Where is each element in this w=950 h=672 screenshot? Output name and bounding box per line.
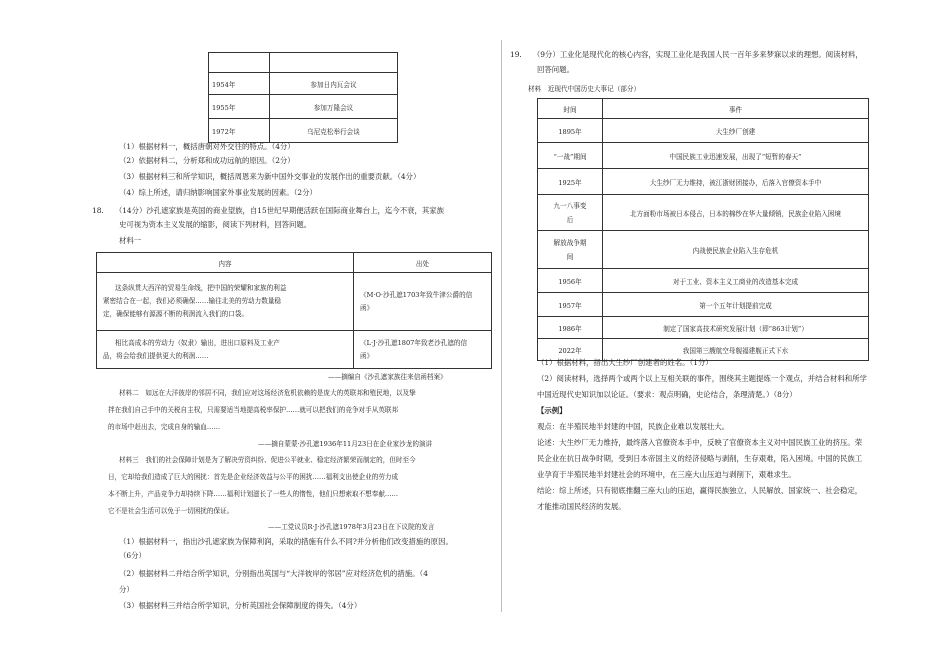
- header-source: 出处: [354, 253, 492, 273]
- event-cell: 参加万隆会议: [270, 95, 398, 119]
- time-cell: [538, 231, 603, 269]
- example-line: 业孕育于半殖民地半封建社会的环境中，在三座大山压迫与剥削下，艰难求生。: [537, 470, 796, 479]
- content-line: 这条纵贯大西洋的贸易生命线，把中国的荣耀和家族的利益: [115, 284, 287, 292]
- q18-question: 分）: [119, 585, 134, 594]
- content-line: 相比高成本的劳动力（奴隶）输出，进出口原料及工业产: [115, 338, 280, 347]
- table-row: [538, 293, 869, 317]
- table-row: [538, 231, 869, 269]
- event-cell: 我国第三艘航空母舰福建舰正式下水: [603, 339, 869, 361]
- citation: ——摘编自《沙孔遮家族往来信函档案》: [328, 373, 447, 381]
- time-cell: [538, 143, 603, 169]
- time-cell: [538, 269, 603, 293]
- material-2-line: 材料二 如远在大洋彼岸的邻居不同，我们应对这场经济危机依赖的是庞大的英联邦和殖民地，以及挚: [119, 389, 416, 397]
- q18-question: （2）根据材料二并结合所学知识，分别指出英国与“大洋彼岸的邻居”应对经济危机的措施。（4: [119, 569, 428, 578]
- q19-stem: 回答问题。: [537, 65, 574, 74]
- table-header-row: [97, 253, 492, 273]
- column-divider: [501, 40, 502, 612]
- time-text: 解放战争期: [553, 238, 587, 247]
- year-cell: 1954年: [209, 73, 270, 95]
- source-cell: [354, 273, 492, 331]
- example-line: 观点：在半殖民地半封建的中国，民族企业难以发展壮大。: [537, 422, 730, 431]
- event-cell: 第一个五年计划提前完成: [603, 293, 869, 317]
- material-label: 材料一: [119, 236, 142, 245]
- time-text: 2022年: [558, 346, 582, 355]
- time-text: 间: [566, 252, 574, 261]
- example-line: 结论：综上所述，只有彻底推翻三座大山的压迫，赢得民族独立、人民解放、国家统一、社会稳定，: [537, 486, 863, 495]
- event-cell: [270, 53, 398, 73]
- table-row: [538, 317, 869, 339]
- year-cell: [209, 53, 270, 73]
- table-row: [97, 273, 492, 331]
- time-text: 九一八事变: [553, 201, 587, 210]
- header-event: 事件: [603, 99, 869, 119]
- event-cell: 对于工业、资本主义工商业的改造基本完成: [603, 269, 869, 293]
- time-text: “一战”期间: [553, 152, 587, 161]
- time-cell: [538, 317, 603, 339]
- q18-stem: 史可视为资本主义发展的缩影，阅读下列材料，回答问题。: [119, 220, 312, 229]
- event-cell: 制定了国家高技术研究发展计划（即“863计划”）: [603, 317, 869, 339]
- year-cell: 1955年: [209, 95, 270, 119]
- example-line: 才能推动国民经济的发展。: [537, 502, 626, 511]
- q19-question: （2）阅读材料，选择两个或两个以上互相关联的事件，围绕其主题提炼一个观点，并结合材料和所学: [537, 374, 867, 383]
- material-3-line: 它不是社会生活可以免于一切困扰的保证。: [108, 507, 234, 515]
- source-line: 函》: [360, 351, 374, 360]
- event-cell: 北方面粉市场被日本侵占，日本的棉纱在华大量倾销，民族企业陷入困境: [603, 195, 869, 231]
- table-row: [97, 331, 492, 369]
- table-header-row: [538, 99, 869, 119]
- time-text: 1895年: [558, 127, 582, 136]
- citation: ——摘自蒙蒙·沙孔遮1936年11月23日在企业家沙龙的演讲: [258, 440, 433, 448]
- time-text: 1986年: [558, 324, 582, 333]
- year-cell: 1972年: [209, 119, 270, 143]
- time-text: 1957年: [558, 301, 582, 310]
- event-cell: 中国民族工业迅速发展，出现了“短暂的春天”: [603, 143, 869, 169]
- source-line: 《M·O·沙孔遮1703年致牛津公爵的信: [360, 290, 473, 299]
- table-row: [209, 95, 398, 119]
- q17-item: （1）根据材料一，概括唐朝对外交往的特点。（4分）: [119, 142, 295, 151]
- source-line: 《L·J·沙孔遮1807年致老沙孔遮的信: [360, 338, 468, 347]
- table-row: [538, 195, 869, 231]
- time-cell: [538, 169, 603, 195]
- time-text: 1925年: [558, 178, 582, 187]
- example-line: 论述：大生纱厂无力维持，最终落入官僚资本手中，反映了官僚资本主义对中国民族工业的挤压。荣: [537, 438, 863, 447]
- table-row: [538, 143, 869, 169]
- example-label: 【示例】: [537, 406, 567, 415]
- q17-item: （4）综上所述，请归纳影响国家外事业发展的因素。（2分）: [119, 188, 317, 197]
- q18-question: （6分）: [119, 551, 146, 560]
- table-row: [538, 119, 869, 143]
- source-line: 函》: [360, 303, 374, 312]
- q17-item: （3）根据材料三和所学知识，概括周恩来为新中国外交事业的发展作出的重要贡献。（4分）: [119, 172, 421, 181]
- q19-question: 中国近现代史知识加以论证。（要求：观点明确，史论结合，条理清楚。）（8分）: [537, 390, 797, 399]
- material-3-line: 日，它却给我们造成了巨大的困扰：首先是企业经济效益与公平的困扰……福利支出使企业的劳力成: [108, 473, 399, 481]
- header-time: 时间: [538, 99, 603, 119]
- source-cell: [354, 331, 492, 369]
- content-line: 定，确保能够有源源不断的利润流入我们的口袋。: [103, 310, 249, 318]
- content-line: 紧密结合在一起，我们必须确保……输往北美的劳动力数量稳: [103, 297, 282, 305]
- table-row: [209, 119, 398, 143]
- event-cell: 乌尼克松举行会谈: [270, 119, 398, 143]
- content-cell: [97, 273, 354, 331]
- example-line: 民企业在抗日战争时期，受到日本帝国主义的经济侵略与剥削，生存艰难，陷入困境。中国的民族工: [537, 454, 863, 463]
- q19-question: （1）根据材料，指出大生纱厂创建者的姓名。（1分）: [537, 358, 713, 367]
- material-label: 材料 近现代中国历史大事记（部分）: [528, 85, 641, 93]
- header-content: 内容: [97, 253, 354, 273]
- material-3-line: 本不断上升，产品竞争力却持续下降……福利计划滋长了一些人的惰性，他们只想索取不想奉献……: [108, 490, 399, 498]
- content-cell: [97, 331, 354, 369]
- event-cell: 内战使民族企业陷入生存危机: [603, 231, 869, 269]
- history-events-table: [537, 98, 869, 361]
- material-2-line: 的市场中赶出去，完成自身的输血……: [108, 423, 221, 431]
- material-2-line: 拌在我们自己手中的关税自主权，只需要适当地提高税率保护……就可以把我们的竞争对手从英联邦: [108, 406, 399, 414]
- q19-stem: 19. （9分）工业化是现代化的核心内容，实现工业化是我国人民一百年多来梦寐以求的理想。阅读材料，: [510, 50, 863, 59]
- time-cell: [538, 119, 603, 143]
- event-cell: 大生纱厂创建: [603, 119, 869, 143]
- event-cell: 参加日内瓦会议: [270, 73, 398, 95]
- family-letters-table: [96, 252, 492, 369]
- content-line: 品，将会给我们提供更大的利润……: [103, 351, 209, 360]
- table-row: [209, 73, 398, 95]
- time-text: 1956年: [558, 277, 582, 286]
- time-text: 后: [566, 215, 574, 224]
- citation: ——工党议员R·J·沙孔遮1978年3月23日在下议院的发言: [268, 523, 435, 531]
- time-cell: [538, 195, 603, 231]
- event-cell: 大生纱厂无力维持，被江浙财团接办，后落入官僚资本手中: [603, 169, 869, 195]
- material-3-line: 材料三 我们的社会保障计划是为了解决劳资纠纷、促进公平就业、稳定经济繁荣而制定的，但时至今: [119, 456, 416, 464]
- q17-item: （2）依据材料二，分析郑和成功远航的原因。（2分）: [119, 156, 295, 165]
- q18-question: （3）根据材料三并结合所学知识，分析英国社会保障制度的得失。（4分）: [119, 601, 362, 610]
- table-row: [538, 169, 869, 195]
- diplomacy-table: [208, 52, 398, 143]
- q18-stem: 18. （14分）沙孔遮家族是英国的商业望族，自15世纪早期便活跃在国际商业舞台上，迄今不衰，其家族: [92, 206, 445, 215]
- q18-question: （1）根据材料一，指出沙孔遮家族为保障利润，采取的措施有什么不同?并分析他们改变措施的原因。: [119, 537, 453, 546]
- table-row: [209, 53, 398, 73]
- table-row: [538, 269, 869, 293]
- time-cell: [538, 293, 603, 317]
